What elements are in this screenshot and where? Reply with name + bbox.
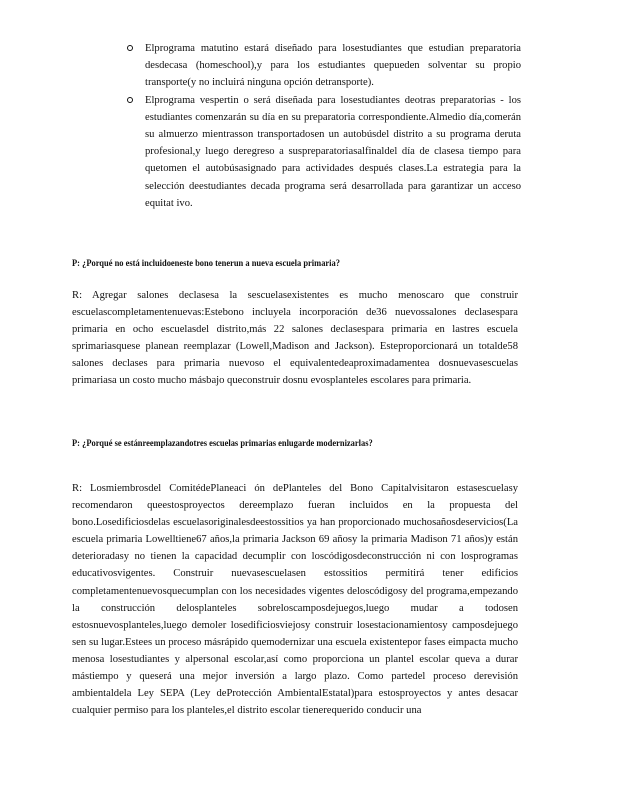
faq-question-new-school: P: ¿Porqué no está incluidoeneste bono tenerun a nueva escuela primaria? xyxy=(72,258,340,268)
bullet-item-afternoon-program xyxy=(121,92,521,212)
bullet-text: Elprograma matutino estará diseñado para losestudiantes que estudian preparatoria desdecasa (homeschool),y para los estudiantes quepueden solventar su propio transporte(y no incluirá ninguna opción detransporte). xyxy=(145,43,521,89)
faq-answer-new-school: R: Agregar salones declasesa la sescuelasexistentes es mucho menoscaro que construir escuelascompletamentenuevas:Estebono incluyela incorporación de36 nuevossalones declasespara primaria en ocho escuelasdel distrito,más 22 salones declasespara primaria en lastres escuela sprimariasquese planean reemplazar (Lowell,Madison and Jackson). Esteproporcionará un totalde58 salones declases para primaria nuevoso el equivalentedeaproximadamentea dosnuevasescuelas primariasa un costo mucho másbajo queconstruir dosnu evosplanteles escolares para primaria. xyxy=(72,290,518,387)
faq-answer-replace-schools: R: Losmiembrosdel ComitédePlaneaci ón dePlanteles del Bono Capitalvisitaron estasescuelasy recomendaron queestosproyectos dereemplazo fueran incluidos en la propuesta del bono.Losedificiosdelas escuelasoriginalesdeestossitios ya han proporcionado muchosañosdeservicios(La escuela primaria Lowelltiene67 años,la primaria Jackson 69 añosy la primaria Madison 71 años)y están deterioradasy no tienen la capacidad decumplir con loscódigosdeconstrucción ni con losprogramas educativosvigentes. Construir nuevasescuelasen estossitios permitirá tener edificios completamentenuevosquecumplan con los necesidades vigentes deloscódigosy del programa,empezando la construcción delosplanteles sobreloscamposdejuegos,luego mudar a todosen estosnuevosplanteles,luego demoler losedificiosviejosy construir losestacionamientosy camposdejuego sen su lugar.Estees un proceso másrápido quemodernizar una escuela existentepor fases eimpacta mucho menosa losestudiantes y alpersonal escolar,así como proporciona un plantel escolar queva a durar mástiempo y queserá una mejor inversión a largo plazo. Como partedel proceso derevisión ambientaldela Ley SEPA (Ley deProtección AmbientalEstatal)para estosproyectos y antes desacar cualquier permiso para los planteles,el distrito escolar tienerequerido conducir una xyxy=(72,483,518,717)
program-bullet-list xyxy=(121,40,521,212)
bullet-text: Elprograma vespertin o será diseñada para losestudiantes deotras preparatorias - los estudiantes comenzarán su día en su preparatoria correspondiente.Almedio día,comerán su almuerzo mientrasson transportadosen un autobúsdel distrito a su programa deruta profesional,y luego deregreso a suspreparatoriasalfinaldel día de clasesa tiempo para quetomen el autobúsasignado para actividades después clases.La estrategia para la selección deestudiantes decada programa será desarrollada para garantizar un acceso equitat ivo. xyxy=(145,94,521,209)
hollow-bullet-icon xyxy=(127,97,133,103)
hollow-bullet-icon xyxy=(127,45,133,51)
bullet-item-morning-program xyxy=(121,40,521,92)
faq-question-replace-schools: P: ¿Porqué se estánreemplazandotres escuelas primarias enlugarde modernizarlas? xyxy=(72,438,373,448)
